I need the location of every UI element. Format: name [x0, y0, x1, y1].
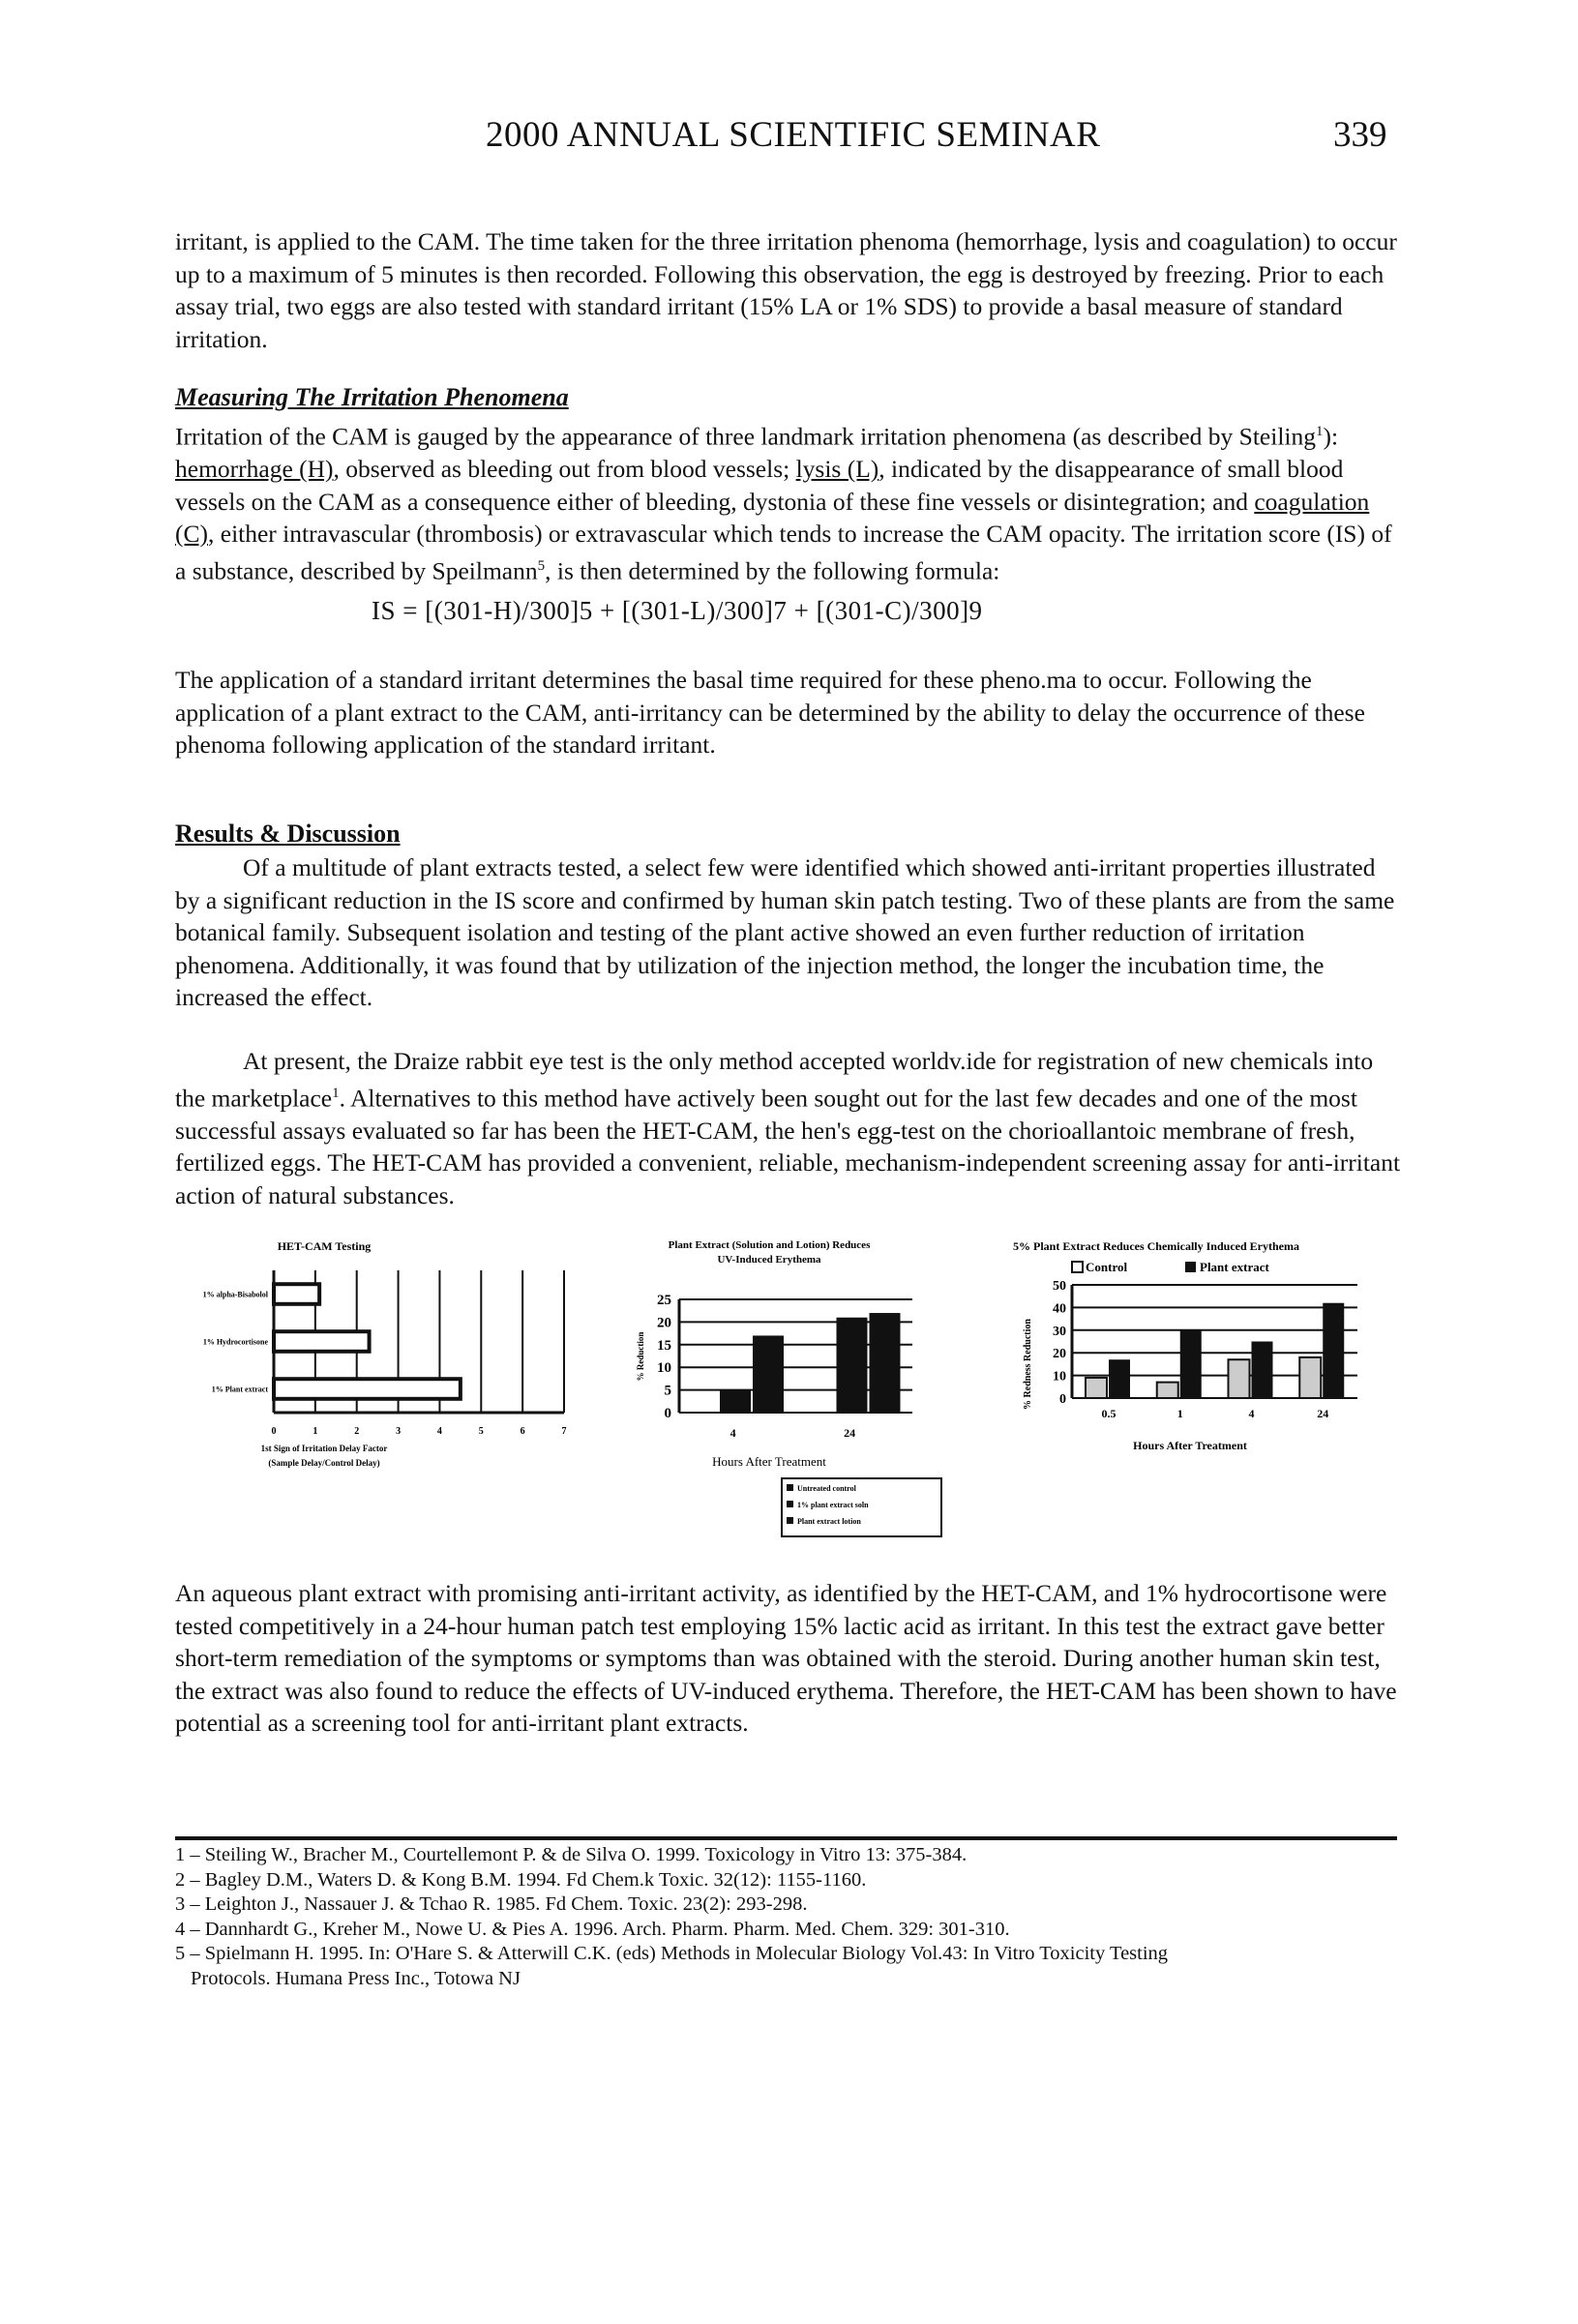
chart3-title: 5% Plant Extract Reduces Chemically Induced Erythema: [1013, 1239, 1299, 1253]
text-run: . Alternatives to this method have actively been sought out for the last few decades and one of the most successful assays evaluated so far has been the HET-CAM, the hen's egg-test on the chorioallantoic membrane of fresh, fertilized eggs. The HET-CAM has provided a convenient, reliable, mechanism-independent screening assay for anti-irritant action of natural substances.: [175, 1084, 1401, 1209]
measuring-text-2: The application of a standard irritant determines the basal time required for these pheno.ma to occur. Following the application of a plant extract to the CAM, anti-irritancy can be determined by the ability to delay the occurrence of these phenoma following application of the standard irritant.: [175, 666, 1365, 759]
reference-item: 1 – Steiling W., Bracher M., Courtellemont P. & de Silva O. 1999. Toxicology in Vitro 13: 375-384.: [175, 1844, 968, 1865]
chart3-tick-label: 0: [1059, 1392, 1066, 1407]
chart2-legend-swatch: [787, 1517, 793, 1524]
chart1-tick-label: 4: [436, 1426, 442, 1437]
chart3-legend-label: Control: [1086, 1260, 1128, 1274]
results-heading: Results & Discussion: [175, 819, 401, 848]
chart3-ylabel: % Redness Reduction: [1023, 1319, 1033, 1410]
chart2-title-1: Plant Extract (Solution and Lotion) Reduces: [668, 1239, 871, 1251]
chart1-category-label: 1% Plant extract: [211, 1385, 268, 1394]
chart1-tick-label: 1: [313, 1426, 318, 1437]
chart1-bar: [274, 1284, 319, 1304]
chart1-tick-label: 7: [561, 1426, 567, 1437]
chart3-bar: [1323, 1303, 1344, 1398]
seminar-title: 2000 ANNUAL SCIENTIFIC SEMINAR: [486, 115, 1101, 155]
chart3-bar: [1229, 1359, 1250, 1398]
results-paragraph-2: [175, 1045, 1404, 1211]
chart1-tick-label: 3: [396, 1426, 402, 1437]
chart2-bar: [837, 1318, 868, 1413]
chart2-legend-label: Untreated control: [797, 1484, 856, 1493]
text-run: , is then determined by the following formula:: [545, 556, 1000, 584]
intro-text: irritant, is applied to the CAM. The time taken for the three irritation phenoma (hemorrhage, lysis and coagulation) to occur up to a maximum of 5 minutes is then recorded. Following this observation, the egg is destroyed by freezing. Prior to each assay trial, two eggs are also tested with standard irritant (15% LA or 1% SDS) to provide a basal measure of standard irritation.: [175, 227, 1397, 353]
text-run: Irritation of the CAM is gauged by the appearance of three landmark irritation phenomena (as described by Steiling: [175, 422, 1316, 451]
text-run: , either intravascular (thrombosis) or extravascular which tends to increase the CAM opacity. The irritation score (IS) of a substance, described by Speilmann: [175, 520, 1392, 584]
chart3-category-label: 24: [1317, 1407, 1329, 1420]
chart2-tick-label: 10: [657, 1360, 671, 1377]
chart2-ylabel: % Reduction: [636, 1331, 645, 1382]
chart2-legend-swatch: [787, 1484, 793, 1491]
text-run: ):: [1323, 422, 1339, 451]
chart1-bar: [274, 1379, 461, 1399]
chart3-bar: [1299, 1357, 1321, 1398]
chart2-category-label: 24: [844, 1426, 856, 1440]
chart3-category-label: 4: [1248, 1407, 1255, 1420]
chart3-bar: [1157, 1383, 1178, 1398]
chart1-xlabel-1: 1st Sign of Irritation Delay Factor: [260, 1444, 388, 1453]
text-run: , indicated by the disappearance of small blood vessels on the CAM as a consequence either of bleeding, dystonia of these fine vessels or disintegration; and: [175, 455, 1344, 516]
chart2-legend-swatch: [787, 1501, 793, 1507]
chart2-tick-label: 25: [657, 1293, 671, 1308]
chart1-xlabel-2: (Sample Delay/Control Delay): [268, 1458, 380, 1468]
measuring-paragraph: [175, 416, 1404, 587]
measuring-paragraph-2: [175, 664, 1404, 761]
reference-item: Protocols. Humana Press Inc., Totowa NJ: [191, 1967, 521, 1989]
results-paragraph-3: [175, 1577, 1404, 1740]
text-run: At present, the Draize rabbit eye test is the only method accepted worldv.ide for registration of new chemicals into the marketplace: [175, 1047, 1374, 1112]
chart3-legend-label: Plant extract: [1200, 1260, 1269, 1274]
chart1-title: HET-CAM Testing: [277, 1239, 372, 1253]
chart3-tick-label: 10: [1053, 1369, 1066, 1385]
het-cam-chart: [92, 1234, 576, 1495]
chart1-tick-label: 2: [354, 1426, 360, 1437]
results-text-3: An aqueous plant extract with promising anti-irritant activity, as identified by the HET-CAM, and 1% hydrocortisone were tested competitively in a 24-hour human patch test employing 15% lactic acid as irritant. In this test the extract gave better short-term remediation of the symptoms or symptoms than was obtained with the steroid. During another human skin test, the extract was also found to reduce the effects of UV-induced erythema. Therefore, the HET-CAM has been shown to have potential as a screening tool for anti-irritant plant extracts.: [175, 1579, 1397, 1737]
reference-item: 5 – Spielmann H. 1995. In: O'Hare S. & Atterwill C.K. (eds) Methods in Molecular Biology Vol.43: In Vitro Toxicity Testing: [175, 1943, 1169, 1964]
term-lysis: lysis (L): [795, 455, 879, 483]
chart3-category-label: 1: [1176, 1407, 1183, 1420]
text-run: , observed as bleeding out from blood vessels;: [333, 455, 796, 483]
chart3-tick-label: 50: [1053, 1279, 1066, 1294]
results-paragraph-1: [175, 851, 1404, 1014]
chart3-category-label: 0.5: [1101, 1407, 1117, 1420]
chart2-tick-label: 20: [657, 1315, 671, 1331]
term-hemorrhage: hemorrhage (H): [175, 455, 334, 483]
chart1-tick-label: 6: [520, 1426, 525, 1437]
citation-sup: 1: [1316, 424, 1324, 439]
chart2-tick-label: 0: [664, 1406, 671, 1421]
reference-item: 2 – Bagley D.M., Waters D. & Kong B.M. 1994. Fd Chem.k Toxic. 32(12): 1155-1160.: [175, 1868, 867, 1891]
references-list: [175, 1843, 1404, 1991]
reference-item: 3 – Leighton J., Nassauer J. & Tchao R. 1985. Fd Chem. Toxic. 23(2): 293-298.: [175, 1893, 808, 1915]
term-coagulation: coagulation (C): [175, 487, 1370, 548]
chart2-tick-label: 5: [664, 1383, 671, 1399]
chart1-category-label: 1% alpha-Bisabolol: [202, 1290, 268, 1299]
chart3-xlabel: Hours After Treatment: [1133, 1439, 1247, 1452]
chart2-legend-label: Plant extract lotion: [797, 1517, 861, 1526]
chart3-tick-label: 30: [1053, 1324, 1066, 1339]
chart1-tick-label: 0: [271, 1426, 277, 1437]
chart2-legend-label: 1% plant extract soln: [797, 1501, 869, 1509]
chart3-tick-label: 20: [1053, 1347, 1066, 1362]
chart2-bar: [870, 1313, 901, 1413]
chart2-bar: [720, 1390, 751, 1413]
intro-paragraph: [175, 225, 1404, 355]
chart2-title-2: UV-Induced Erythema: [717, 1254, 821, 1266]
chemical-erythema-chart: [972, 1234, 1379, 1485]
citation-sup: 5: [537, 557, 546, 574]
chart3-legend-swatch: [1185, 1262, 1196, 1272]
chart3-legend-swatch: [1072, 1262, 1083, 1272]
results-text-1: Of a multitude of plant extracts tested, a select few were identified which showed anti-irritant properties illustrated by a significant reduction in the IS score and confirmed by human skin patch testing. Two of these plants are from the same botanical family. Subsequent isolation and testing of the plant active showed an even further reduction of irritation phenomena. Additionally, it was found that by utilization of the injection method, the longer the incubation time, the increased the effect.: [175, 853, 1395, 1011]
uv-erythema-chart: [590, 1234, 948, 1543]
references-divider: [175, 1836, 1397, 1840]
chart3-bar: [1180, 1330, 1202, 1398]
chart1-category-label: 1% Hydrocortisone: [202, 1337, 268, 1347]
chart2-category-label: 4: [729, 1426, 736, 1440]
irritation-score-formula: IS = [(301-H)/300]5 + [(301-L)/300]7 + [(301-C)/300]9: [372, 596, 983, 625]
measuring-heading: Measuring The Irritation Phenomena: [175, 383, 569, 411]
page-header: [0, 114, 1578, 163]
chart2-bar: [753, 1335, 784, 1413]
chart1-tick-label: 5: [478, 1426, 484, 1437]
chart3-bar: [1252, 1342, 1273, 1399]
chart2-tick-label: 15: [657, 1337, 671, 1354]
citation-sup: 1: [332, 1085, 340, 1101]
reference-item: 4 – Dannhardt G., Kreher M., Nowe U. & Pies A. 1996. Arch. Pharm. Pharm. Med. Chem. 329: 301-310.: [175, 1918, 1010, 1940]
page-number: 339: [1333, 115, 1387, 155]
chart1-bar: [274, 1331, 370, 1352]
chart3-tick-label: 40: [1053, 1301, 1066, 1317]
chart3-bar: [1086, 1378, 1107, 1398]
chart2-xlabel: Hours After Treatment: [712, 1454, 826, 1469]
chart3-bar: [1109, 1359, 1130, 1398]
